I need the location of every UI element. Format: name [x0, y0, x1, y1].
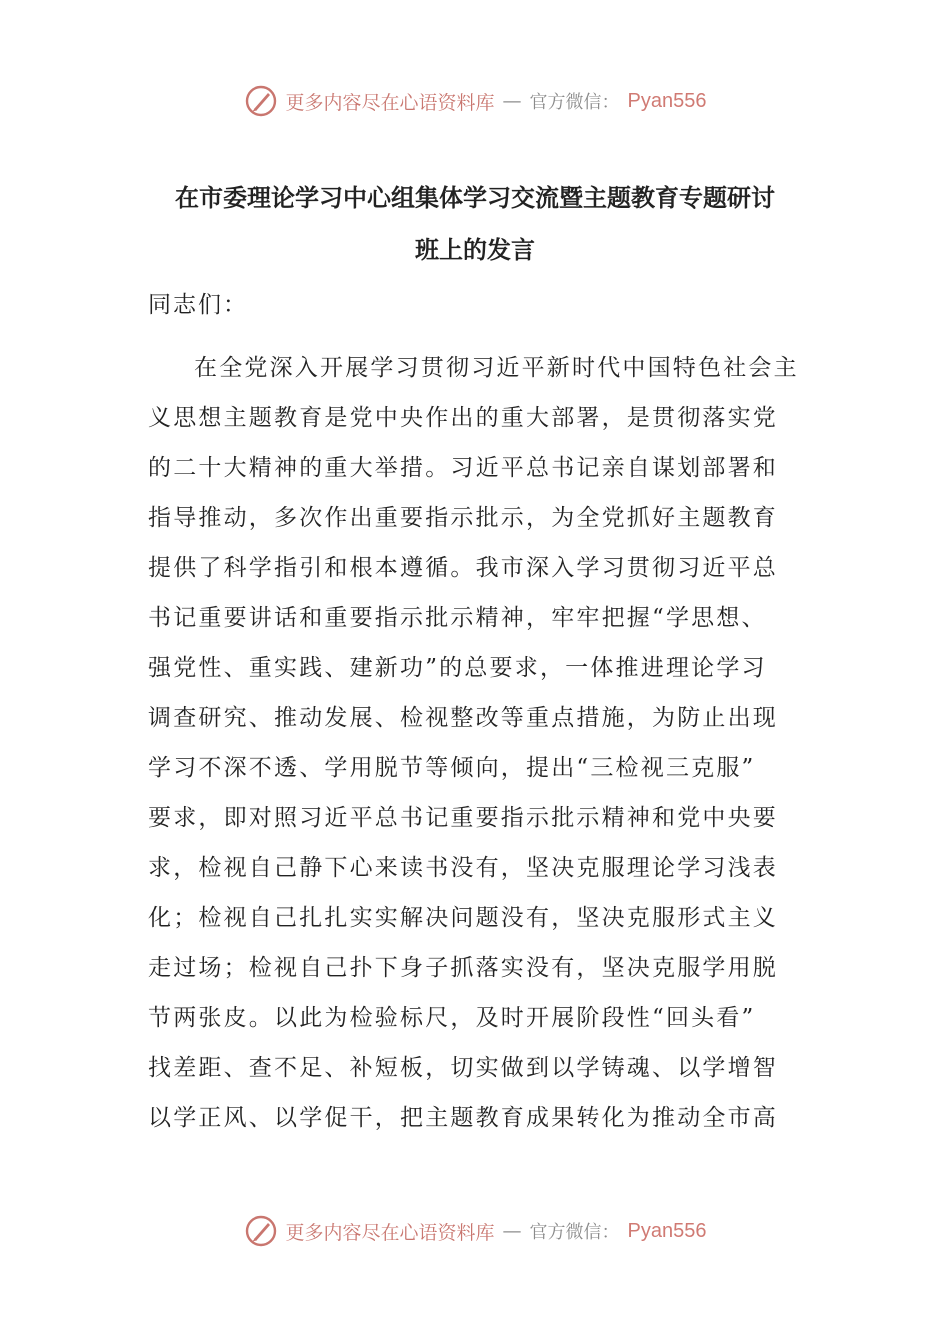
document-body: [148, 343, 808, 1143]
body-line: 提供了科学指引和根本遵循。我市深入学习贯彻习近平总: [148, 555, 778, 581]
body-line: 在全党深入开展学习贯彻习近平新时代中国特色社会主: [194, 355, 799, 381]
watermark-separator: —: [502, 90, 522, 112]
body-line: 义思想主题教育是党中央作出的重大部署，是贯彻落实党: [148, 405, 778, 431]
body-line: 找差距、查不足、补短板，切实做到以学铸魂、以学增智: [148, 1055, 778, 1081]
watermark-wechat-id: Pyan556: [627, 89, 707, 112]
greeting: 同志们：: [148, 292, 248, 318]
footer-watermark: [0, 1214, 950, 1248]
watermark-wechat-id: Pyan556: [627, 1219, 707, 1242]
body-line: 节两张皮。以此为检验标尺，及时开展阶段性“回头看”: [148, 1005, 756, 1031]
body-line: 的二十大精神的重大举措。习近平总书记亲自谋划部署和: [148, 455, 778, 481]
body-line: 求，检视自己静下心来读书没有，坚决克服理论学习浅表: [148, 855, 778, 881]
watermark-wechat-label: 官方微信：: [529, 1222, 620, 1243]
body-line: 强党性、重实践、建新功”的总要求，一体推进理论学习: [148, 655, 767, 681]
body-line: 要求，即对照习近平总书记重要指示批示精神和党中央要: [148, 805, 778, 831]
body-line: 书记重要讲话和重要指示批示精神，牢牢把握“学思想、: [148, 605, 767, 631]
body-line: 指导推动，多次作出重要指示批示，为全党抓好主题教育: [148, 505, 778, 531]
header-watermark: [0, 84, 950, 118]
document-title: [140, 172, 810, 276]
body-line: 化；检视自己扎扎实实解决问题没有，坚决克服形式主义: [148, 905, 778, 931]
body-line: 调查研究、推动发展、检视整改等重点措施，为防止出现: [148, 705, 778, 731]
watermark-wechat-label: 官方微信：: [529, 92, 620, 113]
watermark-text: 更多内容尽在心语资料库: [285, 91, 495, 114]
title-line-1: 在市委理论学习中心组集体学习交流暨主题教育专题研讨: [175, 184, 775, 212]
pen-logo-icon: [244, 84, 278, 118]
title-line-2: 班上的发言: [415, 236, 535, 264]
pen-logo-icon: [244, 1214, 278, 1248]
body-line: 走过场；检视自己扑下身子抓落实没有，坚决克服学用脱: [148, 955, 778, 981]
watermark-text: 更多内容尽在心语资料库: [285, 1221, 495, 1244]
body-line: 学习不深不透、学用脱节等倾向，提出“三检视三克服”: [148, 755, 756, 781]
body-line: 以学正风、以学促干，把主题教育成果转化为推动全市高: [148, 1105, 778, 1131]
watermark-separator: —: [502, 1220, 522, 1242]
